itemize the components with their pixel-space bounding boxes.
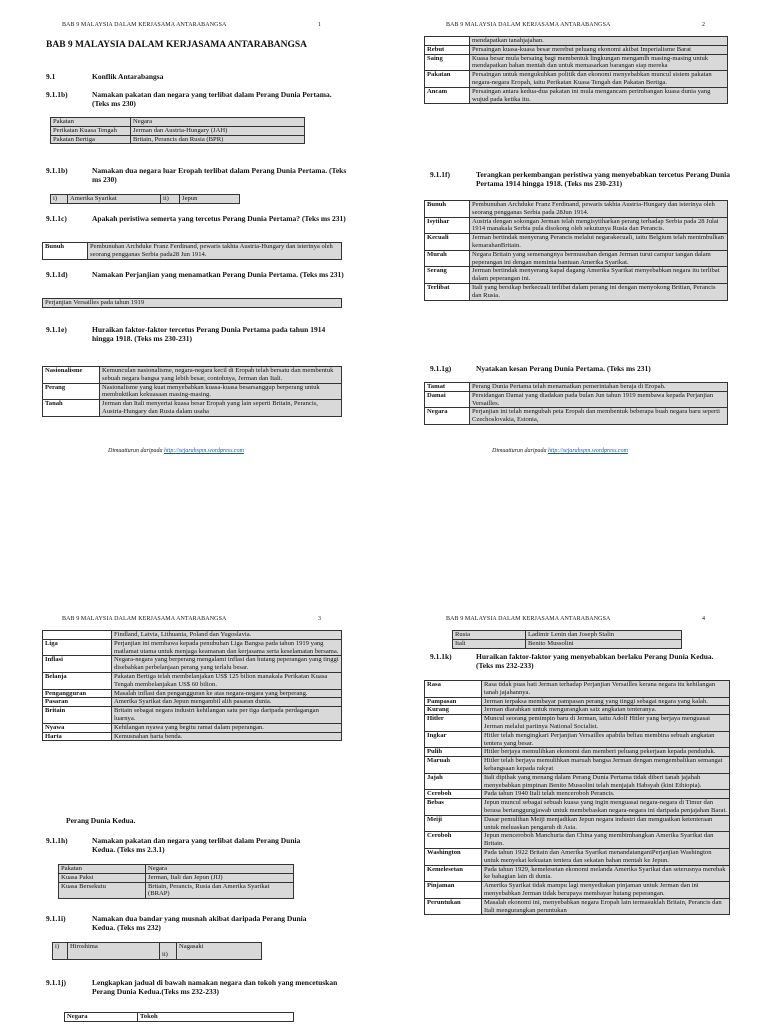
section-title: Konflik Antarabangsa	[92, 72, 164, 81]
question-number: 9.1.1g)	[430, 364, 452, 373]
question-number: 9.1.1c)	[46, 214, 67, 223]
page-number: 3	[318, 616, 321, 622]
page-footer	[492, 448, 628, 454]
running-header: BAB 9 MALAYSIA DALAM KERJASAMA ANTARABANGSA	[446, 22, 611, 28]
table-cell: mendapatkan tanahjajahan.	[470, 37, 728, 46]
table-key: Peruntukan	[425, 898, 482, 915]
table-cell: Jepun menceroboh Manchuria dan China yang membimbangkan Amerika Syarikat dan Britain.	[482, 832, 730, 849]
table-cell: Negara-negara yang berperang mengalami inflasi dan hutang peperangan yang tinggi disebabkan perbelanjaan perang yang terlalu besar.	[112, 656, 342, 673]
table-key: Rebut	[425, 45, 470, 54]
table-cell: Persidangan Damai yang diadakan pada bulan Jun tahun 1919 membawa kepada Perjanjian Versailles.	[470, 391, 728, 408]
table-cell: Perjanjian ini telah mengubah peta Eropah dan membentuk beberapa buah negara baru seperti Czechoslovakia, Estonia,	[470, 408, 728, 425]
table-cell: Jerman dan Austria-Hungary (JAH)	[131, 126, 305, 135]
table-key: Serang	[425, 267, 470, 284]
ww2-factors-table	[424, 680, 730, 915]
table-key: Bebas	[425, 799, 482, 816]
table-key: Pinjaman	[425, 882, 482, 899]
table-cell: Perjanjian ini membawa kepada penubuhan Liga Bangsa pada tahun 1919 yang matlamat utama untuk menjaga keamanan dan kerjasama serta keselamatan bersama.	[112, 639, 342, 656]
section-number: 9.1	[46, 72, 56, 81]
table-cell: Jerman bertindak menyerang kapal dagang Amerika Syarikat menyebabkan negara itu terlibat dalam peperangan ini.	[470, 267, 728, 284]
table-key: Murah	[425, 250, 470, 267]
table-cell: i)	[51, 195, 68, 204]
table-cell: Persaingan kuasa-kuasa besar merebut peluang ekonomi akibat Imperialisme Barat	[470, 45, 728, 54]
table-cell: Pada tahun 1922 Britain dan Amerika Syarikat menandatanganiPerjanjian Washington untuk menyekat kekuatan tentera dan sekatan bahan mentah ke Jepun.	[482, 848, 730, 865]
table-key: Tamat	[425, 383, 470, 392]
table-key: Bunuh	[425, 201, 470, 218]
table-key: Bunuh	[43, 243, 88, 260]
col-header: Pakatan	[51, 118, 131, 127]
table-cell: Muncul seorang pemimpin baru di Jerman, iaitu Adolf Hitler yang berjaya menguasai Jerman melalui partinya National Socialist.	[482, 715, 730, 732]
table-key: Maruah	[425, 757, 482, 774]
countries-table	[50, 194, 240, 204]
table-cell: Kehilangan nyawa yang begitu ramai dalam peperangan.	[112, 723, 342, 732]
question-text: Terangkan perkembangan peristiwa yang menyebabkan tercetus Perang Dunia Pertama 1914 hingga 1918. (Teks ms 230-231)	[476, 170, 730, 188]
table-key: Ingkar	[425, 731, 482, 748]
table-cell: Findland, Latvia, Lithuania, Poland dan Yugoslavia.	[112, 631, 342, 640]
running-header: BAB 9 MALAYSIA DALAM KERJASAMA ANTARABANGSA	[62, 616, 227, 622]
running-header: BAB 9 MALAYSIA DALAM KERJASAMA ANTARABANGSA	[446, 616, 611, 622]
table-cell: Persaingan antara kedua-dua pakatan ini mula mengancam perimbangan kuasa dunia yang wujud pada ketika itu.	[470, 87, 728, 104]
table-key: Ancam	[425, 87, 470, 104]
table-key: Isytihar	[425, 217, 470, 234]
table-cell: Kemunculan nasionalisme, negara-negara kecil di Eropah telah bersatu dan membentuk sebuah negara bangsa yang lebih besar, contohnya, Jerman dan Itali.	[100, 367, 342, 384]
effects-table-cont	[42, 630, 342, 741]
page-3	[0, 512, 384, 1024]
table-key: Kurang	[425, 706, 482, 715]
question-text: Namakan dua negara luar Eropah terlibat dalam Perang Dunia Pertama. (Teks ms 230)	[92, 166, 347, 184]
factors-table-cont	[424, 36, 728, 104]
table-key: Kemelesetan	[425, 865, 482, 882]
col-header: Negara	[146, 865, 294, 874]
table-cell: Rusia	[453, 631, 526, 640]
table-cell: Hitler telah berjaya memulihkan maruah bangsa Jerman dengan mengembalikan semangat kebangsaan kepada rakyat	[482, 757, 730, 774]
question-text: Apakah peristiwa semerta yang tercetus Perang Dunia Pertama? (Teks ms 231)	[92, 214, 346, 223]
col-header: Negara	[65, 1013, 138, 1022]
section-heading: Perang Dunia Kedua.	[66, 816, 136, 825]
question-number: 9.1.1i)	[46, 914, 66, 923]
table-key: Hitler	[425, 715, 482, 732]
table-key: Inflasi	[43, 656, 112, 673]
table-cell: Hitler telah mengingkari Perjanjian Versailles apabila beliau membina sebuah angkatan tentera yang besar.	[482, 731, 730, 748]
table-key: Perang	[43, 383, 100, 400]
table-cell: Jerman dan Itali menyertai kuasa besar Eropah yang lain seperti Britain, Perancis, Austria-Hungary dan Rusia dalam usaha	[100, 400, 342, 417]
table-key: Damai	[425, 391, 470, 408]
footer-text: Dimuatturun daripada	[492, 448, 549, 454]
question-text: Nyatakan kesan Perang Dunia Pertama. (Teks ms 231)	[476, 364, 651, 373]
table-cell: Persaingan untuk mengukuhkan politik dan ekonomi menyebabkan muncul sistem pakatan negara-negara Eropah, iaitu Perikatan Kuasa Tengah dan Pakatan Bertiga.	[470, 71, 728, 88]
table-key: Belanja	[43, 672, 112, 689]
question-text: Namakan pakatan dan negara yang terlibat dalam Perang Dunia Kedua. (Teks ms 2.3.1)	[92, 836, 301, 854]
table-cell: Jepun	[180, 195, 240, 204]
table-cell: Perjanjian Versailles pada tahun 1919	[43, 299, 342, 308]
col-header: Pakatan	[59, 865, 146, 874]
table-key: Pakatan	[425, 71, 470, 88]
table-cell: Kuasa besar mula bersaing bagi membentuk lingkungan mengamlh masing-masing untuk mendapatkan bahan mentah dan untuk memasarkan barangan siap mereka	[470, 54, 728, 71]
table-key: Pasaran	[43, 698, 112, 707]
page-number: 4	[702, 616, 705, 622]
table-cell: Perikatan Kuasa Tengah	[51, 126, 131, 135]
table-cell: Jerman, Itali dan Jepun (JIJ)	[146, 873, 294, 882]
leaders-table-cont	[452, 630, 682, 649]
table-cell: Jerman bertindak menyerang Perancis melalui negarakecuali, iaitu Belgium telah menimbulkan kemarahanBritain.	[470, 234, 728, 251]
table-key: Nasionalisme	[43, 367, 100, 384]
footer-link[interactable]: http://sejarahspm.wordpress.com	[164, 448, 244, 454]
table-cell: Ladimir Lenin dan Joseph Stalin	[526, 631, 682, 640]
footer-text: Dimuatturun daripada	[108, 448, 165, 454]
table-cell: Jerman terpaksa membayar pampasan perang yang tinggi sebagai negara yang kalah.	[482, 697, 730, 706]
table-cell: Masalah inflasi dan pengangguran ke atas negara-negara yang berperang.	[112, 689, 342, 698]
page-4	[384, 512, 768, 1024]
table-key: Liga	[43, 639, 112, 656]
question-number: 9.1.1j)	[46, 978, 66, 987]
question-text: Huraikan faktor-faktor yang menyebabkan berlaku Perang Dunia Kedua. (Teks ms 232-233)	[476, 652, 714, 670]
table-key: Washington	[425, 848, 482, 865]
cities-table	[52, 942, 262, 960]
chapter-title: BAB 9 MALAYSIA DALAM KERJASAMA ANTARABANGSA	[46, 40, 308, 50]
question-number: 9.1.1b)	[46, 166, 68, 175]
table-cell: Negara Britain yang semenangnya bermusuhan dengan Jerman turut campur tangan dalam peperangan ini dengan meminta bantuan Amerika Syarikat.	[470, 250, 728, 267]
table-cell: Jepun muncul sebagai sebuah kuasa yang ingin menguasai negara-negara di Timur dan berasa bertanggungjawab untuk membebaskan negara-negara ini daripada penjajahan Barat.	[482, 799, 730, 816]
table-cell: i)	[53, 943, 68, 960]
table-cell: Amerika Syarikat tidak mampu lagi menyediakan pinjaman untuk Jerman dan ini menyebabkan Jerman tidak berupaya membayar hutang peperangan.	[482, 882, 730, 899]
table-cell: Amerika Syarikat	[68, 195, 161, 204]
table-cell: Perang Dunia Pertama telah menamatkan pemerintahan beraja di Eropah.	[470, 383, 728, 392]
table-key: Ceroboh	[425, 832, 482, 849]
factors-table	[42, 366, 342, 417]
table-key: Pampasan	[425, 697, 482, 706]
running-header: BAB 9 MALAYSIA DALAM KERJASAMA ANTARABANGSA	[62, 22, 227, 28]
table-cell: ii)	[161, 195, 180, 204]
table-cell: Jerman diarahkan untuk mengurangkan saiz angkatan tenteranya.	[482, 706, 730, 715]
table-cell: Britain sebagai negara industri kehilangan satu per tiga daripada perdagangan luarnya.	[112, 707, 342, 724]
table-cell: Austria dengan sokongan Jerman telah mengisytiharkan perang terhadap Serbia pada 28 Julai 1914 manakala Serbia pula disokong oleh sekutunya Rusia dan Perancis.	[470, 217, 728, 234]
leaders-table	[64, 1012, 294, 1022]
question-text: Lengkapkan jadual di bawah namakan negara dan tokoh yang mencetuskan Perang Dunia Kedua.(Teks ms 232-233)	[92, 978, 338, 996]
table-key: Terlibat	[425, 283, 470, 300]
table-cell: ii)	[160, 943, 177, 960]
page-2	[384, 0, 768, 512]
table-key: Rasa	[425, 681, 482, 698]
table-cell: Pakatan Bertiga telah membelanjakan US$ 125 bilion manakala Perikatan Kuasa Tengah membelanjakan US$ 60 bilion.	[112, 672, 342, 689]
table-key: Pulih	[425, 748, 482, 757]
table-cell: Kuasa Bersekutu	[59, 882, 146, 899]
question-number: 9.1.1b)	[46, 90, 68, 99]
table-key	[43, 631, 112, 640]
table-cell: Britain, Perancis, Rusia dan Amerika Syarikat (BRAP)	[146, 882, 294, 899]
table-cell: Hitler berjaya memulihkan ekonomi dan memberi peluang pekerjaan kepada penduduk.	[482, 748, 730, 757]
page-number: 1	[318, 22, 321, 28]
col-header: Tokoh	[138, 1013, 294, 1022]
table-cell: Britain, Perancis dan Rusia (BPR)	[131, 135, 305, 144]
table-key: Britain	[43, 707, 112, 724]
alliance-table-2	[58, 864, 294, 899]
table-cell: Pada tahun 1929, kemelesetan ekonomi melanda Amerika Syarikat dan seterusnya merebak ke bahagian lain di dunia.	[482, 865, 730, 882]
table-cell: Amerika Syarikat dan Jepun mengambil alih pasaran dunia.	[112, 698, 342, 707]
table-cell: Itali dipihak yang menang dalam Perang Dunia Pertama tidak diberi tanah jajahah menyebabkan pimpinan Benito Mussolini telah menjajah Habsyah (kini Ethiopia).	[482, 773, 730, 790]
question-number: 9.1.1d)	[46, 270, 68, 279]
question-text: Namakan dua bandar yang musnah akibat daripada Perang Dunia Kedua. (Teks ms 232)	[92, 914, 307, 932]
table-key: Kecuali	[425, 234, 470, 251]
question-number: 9.1.1f)	[430, 170, 450, 179]
table-key: Pengangguran	[43, 689, 112, 698]
table-key: Negara	[425, 408, 470, 425]
question-text: Namakan Perjanjian yang menamatkan Perang Dunia Pertama. (Teks ms 231)	[92, 270, 344, 279]
table-cell: Hiroshima	[68, 943, 160, 960]
table-key: Saing	[425, 54, 470, 71]
footer-link[interactable]: http://sejarahspm.wordpress.com	[548, 448, 628, 454]
table-key	[425, 37, 470, 46]
question-text: Huraikan faktor-faktor tercetus Perang Dunia Pertama pada tahun 1914 hingga 1918. (Teks ms 230-231)	[92, 325, 326, 343]
treaty-table	[42, 298, 342, 308]
table-cell: Masalah ekonomi ini, menyebabkan negara Eropah lain termasuklah Britain, Perancis dan Itali mengurangkan peruntukan	[482, 898, 730, 915]
table-cell: Pembunuhan Archduke Franz Ferdinand, pewaris takhta Austria-Hungary dan isterinya oleh seorang pengganas Serbia pada 28Jun 1914.	[470, 201, 728, 218]
table-key: Jajah	[425, 773, 482, 790]
question-number: 9.1.1e)	[46, 325, 67, 334]
table-cell: Pembunuhan Archduke Franz Ferdinand, pewaris takhta Austria-Hungary dan isterinya oleh seorang pengganas Serbia pada28 Jun 1914.	[88, 243, 342, 260]
col-header: Negara	[131, 118, 305, 127]
table-cell: Itali	[453, 639, 526, 648]
table-cell: Kuasa Paksi	[59, 873, 146, 882]
table-key: Meiji	[425, 815, 482, 832]
alliance-table	[50, 117, 305, 144]
table-cell: Nasionalisme yang kuat menyebabkan kuasa-kuasa besarsanggup berperang untuk membuktikan kekuasaan masing-masing.	[100, 383, 342, 400]
page-number: 2	[702, 22, 705, 28]
table-cell: Itali yang bersikap berkecuali terlibat dalam perang ini dengan menyokong Britian, Perancis dan Rusia.	[470, 283, 728, 300]
cause-table	[42, 242, 342, 260]
table-cell: Pakatan Bertiga	[51, 135, 131, 144]
question-number: 9.1.1h)	[46, 836, 68, 845]
events-table	[424, 200, 728, 301]
table-key: Harta	[43, 732, 112, 741]
table-cell: Pada tahun 1940 Itali telah menceroboh Perancis.	[482, 790, 730, 799]
effects-table	[424, 382, 728, 425]
table-key: Ceroboh	[425, 790, 482, 799]
table-cell: Nagasaki	[177, 943, 262, 960]
table-key: Tanah	[43, 400, 100, 417]
table-cell: Kemusnahan harta benda.	[112, 732, 342, 741]
table-cell: Benito Mussolini	[526, 639, 682, 648]
question-text: Namakan pakatan dan negara yang terlibat dalam Perang Dunia Pertama. (Teks ms 230)	[92, 90, 332, 108]
page-1	[0, 0, 384, 512]
question-number: 9.1.1k)	[430, 652, 452, 661]
table-cell: Rasa tidak puas hati Jerman terhadap Perjanjian Versailles kerana negara itu kehilangan tanah jajahannya.	[482, 681, 730, 698]
table-key: Nyawa	[43, 723, 112, 732]
table-cell: Dasar pemulihan Meiji menjadikan Jepun negara industri dan menguatkan ketenteraan untuk meluaskan pengaruh di Asia.	[482, 815, 730, 832]
page-footer	[108, 448, 244, 454]
